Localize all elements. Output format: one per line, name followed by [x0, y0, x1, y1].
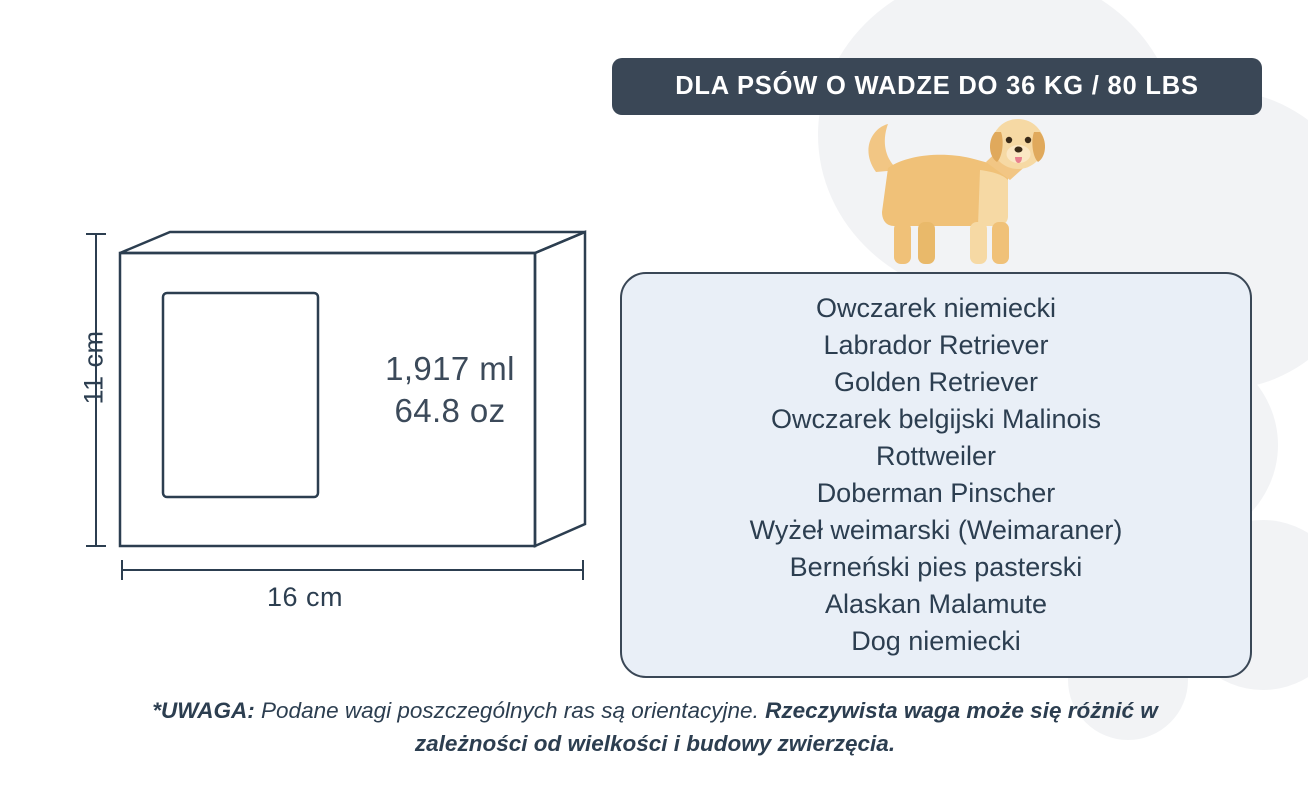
dog-illustration — [858, 110, 1048, 275]
list-item: Berneński pies pasterski — [789, 552, 1083, 582]
weight-class-banner: DLA PSÓW O WADZE DO 36 KG / 80 LBS — [612, 58, 1262, 115]
right-column — [608, 0, 1308, 788]
width-dimension-label: 16 cm — [266, 582, 344, 612]
list-item: Owczarek belgijski Malinois — [770, 404, 1102, 434]
list-item: Owczarek niemiecki — [815, 293, 1057, 323]
height-dimension-label: 11 cm — [78, 330, 109, 405]
golden-retriever-icon — [858, 110, 1048, 275]
box-dimension-diagram — [0, 0, 610, 788]
list-item: Alaskan Malamute — [824, 589, 1048, 619]
footnote-prefix: *UWAGA: — [152, 698, 255, 723]
volume-block — [330, 348, 570, 432]
list-item: Doberman Pinscher — [816, 478, 1056, 508]
list-item: Wyżeł weimarski (Weimaraner) — [749, 515, 1123, 545]
footnote-emphasis: Rzeczywista waga może się różnić w zależności od wielkości i budowy zwierzęcia. — [414, 698, 1158, 756]
list-item: Golden Retriever — [833, 367, 1039, 397]
list-item: Rottweiler — [875, 441, 997, 471]
breed-list-panel — [620, 272, 1252, 678]
list-item: Labrador Retriever — [823, 330, 1049, 360]
list-item: Dog niemiecki — [851, 626, 1021, 656]
volume-ml-label: 1,917 ml — [385, 350, 515, 387]
footnote-text: Podane wagi poszczególnych ras są orientacyjne. — [254, 698, 766, 723]
volume-oz-label: 64.8 oz — [394, 392, 506, 430]
footnote — [150, 694, 1160, 760]
